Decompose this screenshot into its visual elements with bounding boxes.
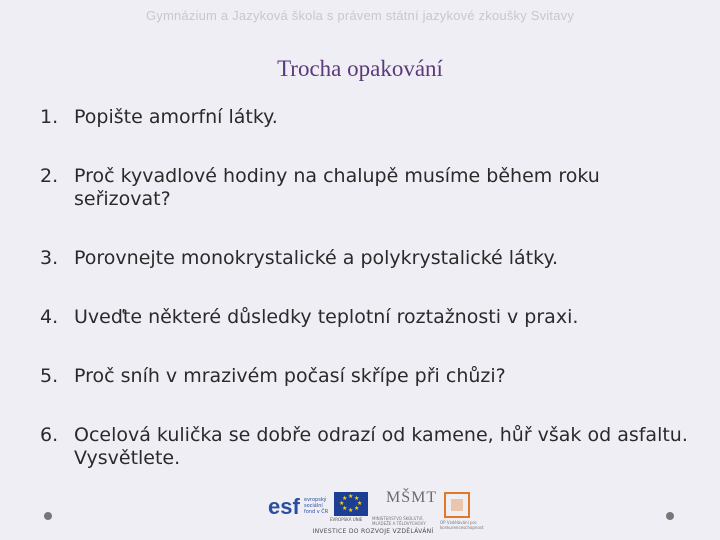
question-text: Uveďte některé důsledky teplotní roztažnosti v praxi. xyxy=(74,306,579,328)
slide-title: Trocha opakování xyxy=(277,56,443,81)
bullet-dot-left xyxy=(44,512,52,520)
question-text: Popište amorfní látky. xyxy=(74,106,278,128)
bullet-dot-right xyxy=(666,512,674,520)
question-item xyxy=(40,424,700,470)
question-number: 5. xyxy=(40,365,59,387)
investice-caption: INVESTICE DO ROZVOJE VZDĚLÁVÁNÍ xyxy=(312,528,434,535)
footer-logos xyxy=(268,489,484,538)
question-number: 3. xyxy=(40,247,59,269)
eu-caption: EVROPSKÁ UNIE xyxy=(330,517,363,522)
op-logo xyxy=(444,492,470,518)
question-text: Proč kyvadlové hodiny na chalupě musíme během roku seřizovat? xyxy=(74,165,600,210)
question-text: Ocelová kulička se dobře odrazí od kamene, hůř však od asfaltu. Vysvětlete. xyxy=(74,424,688,469)
msmt-caption: MINISTERSTVO ŠKOLSTVÍ, MLÁDEŽE A TĚLOVÝCHOVY xyxy=(372,516,426,526)
msmt-mark: MŠMT xyxy=(386,489,438,506)
esf-subtitle: evropský sociální fond v ČR xyxy=(304,497,329,515)
question-item xyxy=(40,365,700,388)
question-list xyxy=(40,106,700,506)
question-text: Porovnejte monokrystalické a polykrystalické látky. xyxy=(74,247,559,269)
question-item xyxy=(40,106,700,129)
question-number: 4. xyxy=(40,306,59,328)
op-caption: OP Vzdělávání pro konkurenceschopnost xyxy=(440,520,484,530)
question-text: Proč sníh v mrazivém počasí skřípe při chůzi? xyxy=(74,365,506,387)
eu-flag-logo: ★ ★ ★ ★ ★ ★ ★ ★ xyxy=(334,492,368,516)
question-number: 1. xyxy=(40,106,59,128)
question-item xyxy=(40,165,700,211)
question-item xyxy=(40,306,700,329)
question-item xyxy=(40,247,700,270)
school-header: Gymnázium a Jazyková škola s právem státní jazykové zkoušky Svitavy xyxy=(145,8,575,23)
question-number: 2. xyxy=(40,165,59,187)
esf-mark: esf xyxy=(268,494,300,519)
esf-logo xyxy=(268,494,328,524)
question-number: 6. xyxy=(40,424,59,446)
